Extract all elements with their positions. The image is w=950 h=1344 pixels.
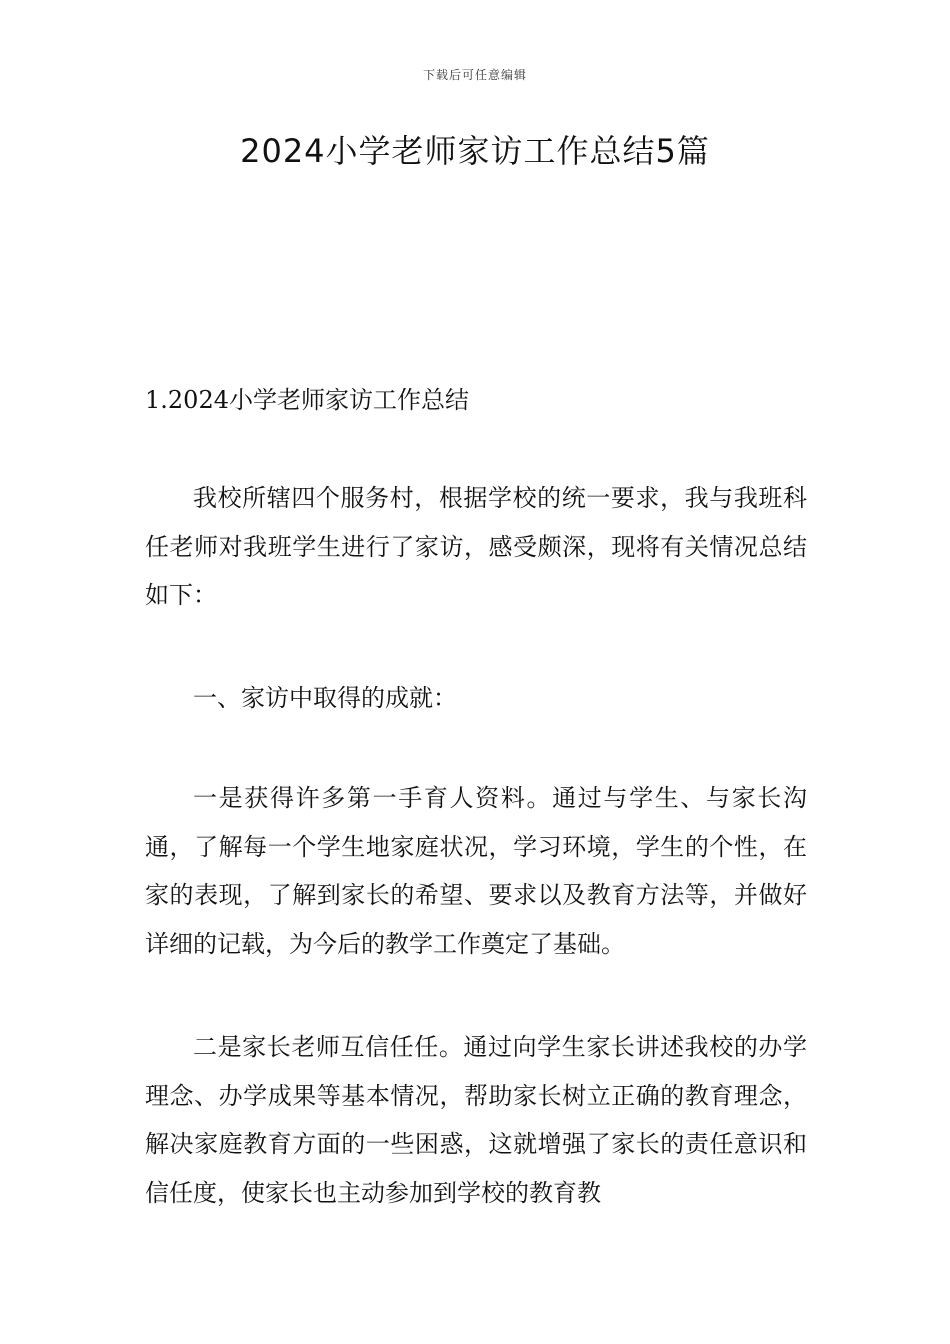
paragraph-intro: 我校所辖四个服务村，根据学校的统一要求，我与我班科任老师对我班学生进行了家访，感受颇深，现将有关情况总结如下： [145,484,807,609]
header-note: 下载后可任意编辑 [422,68,527,82]
paragraph-first-point: 一是获得许多第一手育人资料。通过与学生、与家长沟通，了解每一个学生地家庭状况，学习环境，学生的个性，在家的表现，了解到家长的希望、要求以及教育方法等，并做好详细的记载，为今后的教学工作奠定了基础。 [145,784,807,958]
section-heading: 1.2024小学老师家访工作总结 [145,386,469,414]
paragraph-subheading-achievements: 一、家访中取得的成就： [193,684,457,712]
document-title: 2024小学老师家访工作总结5篇 [240,132,710,170]
paragraph-second-point: 二是家长老师互信任任。通过向学生家长讲述我校的办学理念、办学成果等基本情况，帮助家长树立正确的教育理念，解决家庭教育方面的一些困惑，这就增强了家长的责任意识和信任度，使家长也主动参加到学校的教育教 [145,1033,807,1207]
